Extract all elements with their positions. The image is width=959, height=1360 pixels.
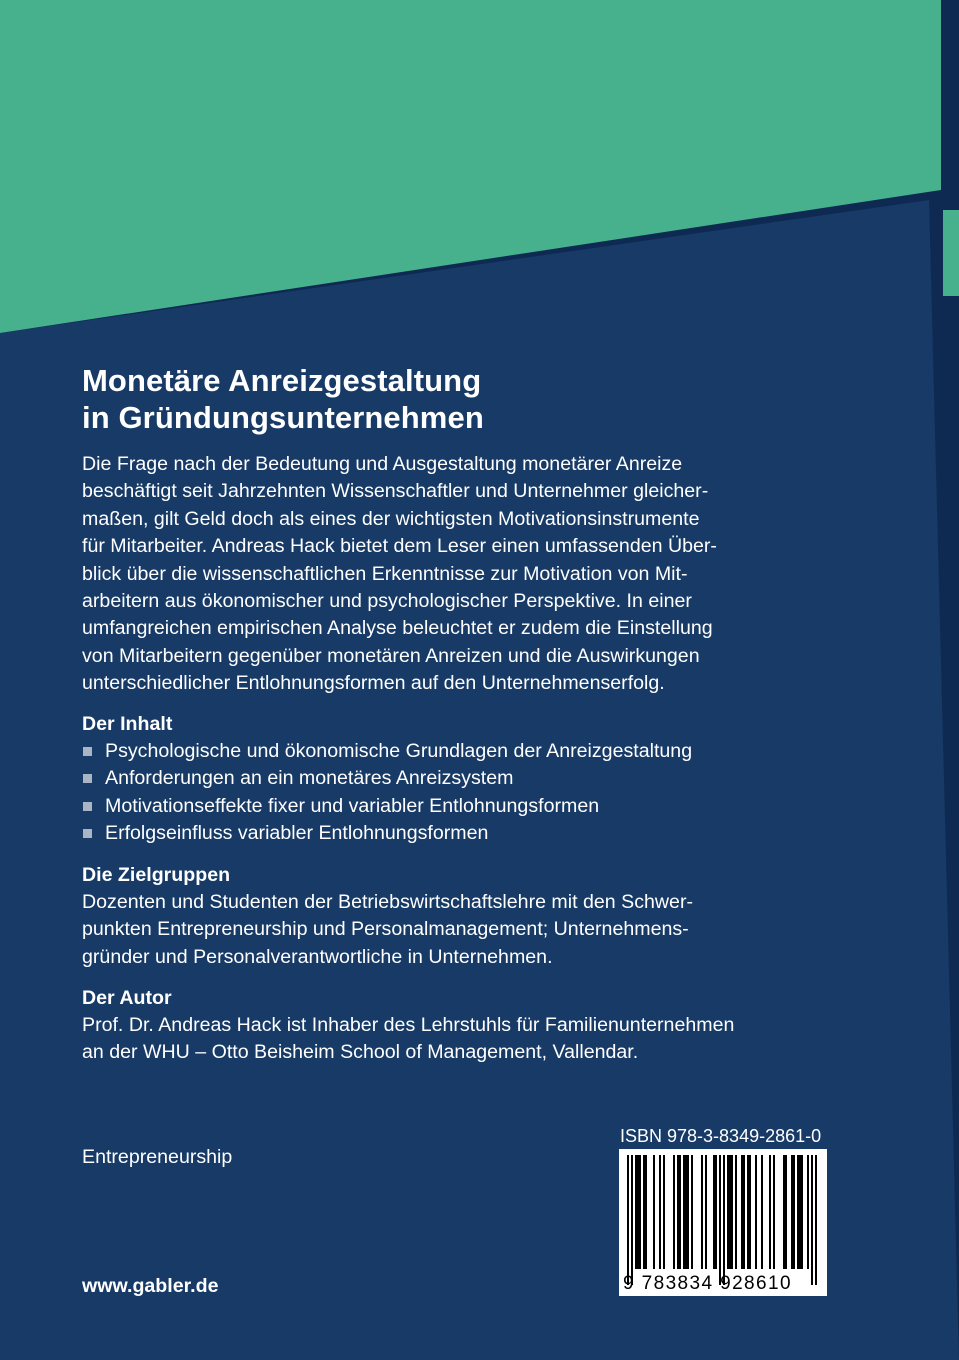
list-item-text: Erfolgseinfluss variabler Entlohnungsformen — [105, 822, 489, 845]
section-inhalt — [82, 711, 822, 848]
barcode-bar — [769, 1155, 771, 1269]
title-line-2: in Gründungsunternehmen — [82, 400, 484, 435]
barcode-bar — [719, 1155, 721, 1285]
autor-heading: Der Autor — [82, 987, 172, 1009]
barcode-bar — [741, 1155, 743, 1269]
description-line: maßen, gilt Geld doch als eines der wichtigsten Motivationsinstrumente — [82, 507, 700, 530]
description-line: blick über die wissenschaftlichen Erkenntnisse zur Motivation von Mit- — [82, 562, 688, 585]
barcode-bar — [713, 1155, 715, 1269]
series-name: Entrepreneurship — [82, 1146, 233, 1168]
barcode-bar — [749, 1155, 751, 1269]
autor-text — [82, 1012, 822, 1067]
barcode-bar — [747, 1155, 749, 1269]
barcode-bar — [683, 1155, 685, 1269]
square-bullet-icon — [83, 802, 92, 811]
barcode-bar — [723, 1155, 725, 1285]
description-line: unterschiedlicher Entlohnungsformen auf den Unternehmenserfolg. — [82, 672, 665, 695]
zielgruppen-heading: Die Zielgruppen — [82, 864, 231, 886]
square-bullet-icon — [83, 747, 92, 756]
autor-line: an der WHU – Otto Beisheim School of Management, Vallendar. — [82, 1041, 639, 1064]
zielgruppen-line: gründer und Personalverantwortliche in Unternehmen. — [82, 945, 553, 968]
barcode-bar — [735, 1155, 737, 1269]
barcode-bar — [783, 1155, 785, 1269]
barcode-bar — [659, 1155, 661, 1269]
barcode-bar — [801, 1155, 803, 1269]
barcode-bar — [761, 1155, 763, 1269]
description-line: beschäftigt seit Jahrzehnten Wissenschaftler und Unternehmer gleicher- — [82, 480, 709, 503]
barcode-bar — [705, 1155, 707, 1269]
isbn-barcode — [619, 1149, 827, 1296]
barcode-digits: 9 783834 928610 — [623, 1273, 792, 1294]
description-line: von Mitarbeitern gegenüber monetären Anreizen und die Auswirkungen — [82, 644, 700, 667]
square-bullet-icon — [83, 774, 92, 783]
inhalt-list — [82, 738, 822, 848]
barcode-bar — [807, 1155, 809, 1269]
publisher-website: www.gabler.de — [82, 1275, 219, 1297]
barcode-bar — [631, 1155, 633, 1285]
barcode-bar — [677, 1155, 679, 1269]
barcode-bar — [637, 1155, 639, 1269]
square-bullet-icon — [83, 829, 92, 838]
inhalt-heading: Der Inhalt — [82, 713, 173, 735]
barcode-bar — [727, 1155, 729, 1269]
list-item-text: Psychologische und ökonomische Grundlagen der Anreizgestaltung — [105, 740, 693, 762]
title-line-1: Monetäre Anreizgestaltung — [82, 363, 482, 398]
list-item-text: Motivationseffekte fixer und variabler Entlohnungsformen — [105, 794, 600, 817]
zielgruppen-line: punkten Entrepreneurship und Personalmanagement; Unternehmens- — [82, 918, 689, 941]
barcode-bar — [799, 1155, 801, 1269]
autor-line: Prof. Dr. Andreas Hack ist Inhaber des Lehrstuhls für Familienunternehmen — [82, 1014, 735, 1036]
list-item — [82, 820, 822, 847]
barcode-bar — [685, 1155, 687, 1269]
zielgruppen-line: Dozenten und Studenten der Betriebswirtschaftslehre mit den Schwer- — [82, 891, 693, 913]
description-text — [82, 451, 822, 698]
barcode-bar — [743, 1155, 745, 1269]
isbn-label: ISBN 978-3-8349-2861-0 — [620, 1126, 822, 1146]
barcode-bar — [793, 1155, 795, 1269]
barcode-bar — [791, 1155, 793, 1269]
barcode-bar — [691, 1155, 693, 1269]
barcode-bar — [773, 1155, 775, 1269]
barcode-bar — [755, 1155, 757, 1269]
description-line: Die Frage nach der Bedeutung und Ausgestaltung monetärer Anreize — [82, 453, 683, 475]
list-item-text: Anforderungen an ein monetäres Anreizsystem — [105, 767, 514, 790]
barcode-bar — [811, 1155, 813, 1285]
barcode-bar — [729, 1155, 731, 1269]
barcode-bar — [687, 1155, 689, 1269]
barcode-bar — [797, 1155, 799, 1269]
zielgruppen-text — [82, 889, 822, 971]
barcode-bar — [701, 1155, 703, 1269]
description-line: umfangreichen empirischen Analyse beleuchtet er zudem die Einstellung — [82, 617, 713, 640]
barcode-bar — [645, 1155, 647, 1269]
green-edge-strip — [943, 210, 959, 296]
list-item — [82, 765, 822, 792]
section-zielgruppen — [82, 862, 822, 971]
list-item — [82, 793, 822, 820]
description-line: arbeitern aus ökonomischer und psychologischer Perspektive. In einer — [82, 590, 692, 613]
book-title — [82, 362, 822, 436]
barcode-bar — [815, 1155, 817, 1285]
description-line: für Mitarbeiter. Andreas Hack bietet dem Leser einen umfassenden Über- — [82, 535, 717, 558]
barcode-bar — [663, 1155, 665, 1269]
barcode-bar — [731, 1155, 733, 1269]
section-autor — [82, 985, 822, 1067]
barcode-bar — [679, 1155, 681, 1269]
barcode-bar — [673, 1155, 675, 1269]
barcode-bar — [653, 1155, 655, 1269]
barcode-bar — [715, 1155, 717, 1269]
list-item — [82, 738, 822, 765]
description — [82, 451, 822, 698]
barcode-bar — [643, 1155, 645, 1269]
barcode-bar — [639, 1155, 641, 1269]
barcode-bar — [635, 1155, 637, 1269]
barcode-bar — [785, 1155, 787, 1269]
barcode-bar — [627, 1155, 629, 1285]
